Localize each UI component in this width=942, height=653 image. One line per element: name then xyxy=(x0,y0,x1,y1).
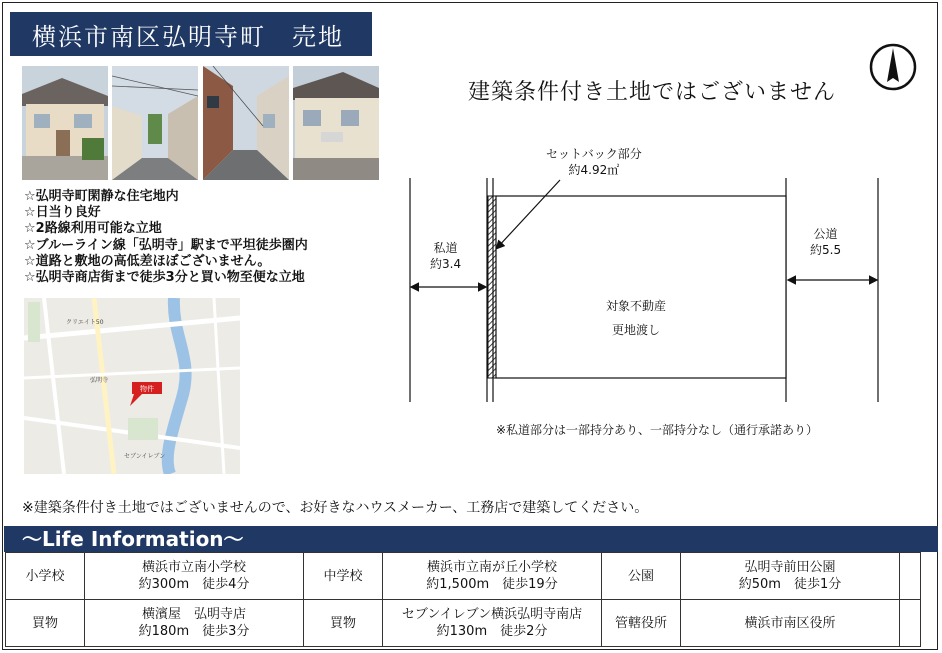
map-label: セブンイレブン xyxy=(124,453,166,460)
house-side-photo xyxy=(293,66,379,180)
category-cell: 公園 xyxy=(602,553,681,600)
facility-cell: 横浜市南区役所 xyxy=(681,600,900,647)
spacer-cell xyxy=(900,600,921,647)
category-cell: 買物 xyxy=(304,600,383,647)
street-photo xyxy=(112,66,198,180)
life-info-table xyxy=(5,552,921,647)
facility-cell: 横浜市立南小学校 約300m 徒歩4分 xyxy=(85,553,304,600)
feature-item: ☆ブルーライン線「弘明寺」駅まで平坦徒歩圏内 xyxy=(24,237,308,253)
map-label: クリエイト50 xyxy=(66,319,104,326)
feature-item: ☆日当り良好 xyxy=(24,205,101,221)
north-arrow-icon xyxy=(868,42,918,92)
feature-item: ☆弘明寺町閑静な住宅地内 xyxy=(24,189,179,204)
life-info-title: 〜Life Information〜 xyxy=(4,526,938,552)
facility-cell: 横濱屋 弘明寺店 約180m 徒歩3分 xyxy=(85,600,304,647)
category-cell: 小学校 xyxy=(6,553,85,600)
table-row xyxy=(6,600,921,647)
page-title: 横浜市南区弘明寺町 売地 xyxy=(10,12,372,56)
facility-cell: セブンイレブン横浜弘明寺南店 約130m 徒歩2分 xyxy=(383,600,602,647)
table-row xyxy=(6,553,921,600)
feature-item: ☆弘明寺商店街まで徒歩3分と買い物至便な立地 xyxy=(24,270,305,286)
category-cell: 管轄役所 xyxy=(602,600,681,647)
facility-cell: 弘明寺前田公園 約50m 徒歩1分 xyxy=(681,553,900,600)
category-cell: 買物 xyxy=(6,600,85,647)
spacer-cell xyxy=(900,553,921,600)
location-map xyxy=(24,298,240,474)
property-label: 対象不動産 更地渡し xyxy=(606,299,667,337)
headline: 建築条件付き土地ではございません xyxy=(468,80,837,105)
private-road-label: 私道 約3.4 xyxy=(430,241,462,271)
feature-list xyxy=(24,189,308,286)
public-road-label: 公道 約5.5 xyxy=(810,227,842,257)
facility-cell: 横浜市立南が丘小学校 約1,500m 徒歩19分 xyxy=(383,553,602,600)
property-lot xyxy=(496,196,786,378)
private-road-note: ※私道部分は一部持分あり、一部持分なし（通行承諾あり） xyxy=(496,423,819,437)
alley-photo xyxy=(203,66,289,180)
house-front-photo xyxy=(22,66,108,180)
feature-item: ☆2路線利用可能な立地 xyxy=(24,221,162,237)
feature-item: ☆道路と敷地の高低差ほぼございません。 xyxy=(24,253,271,269)
construction-note: ※建築条件付き土地ではございませんので、お好きなハウスメーカー、工務店で建築してください。 xyxy=(22,500,649,516)
setback-area xyxy=(488,196,496,378)
site-plan xyxy=(400,130,900,450)
category-cell: 中学校 xyxy=(304,553,383,600)
map-label: 弘明寺 xyxy=(90,377,109,384)
property-marker-label: 物件 xyxy=(140,385,154,393)
setback-label: セットバック部分 約4.92㎡ xyxy=(546,147,642,177)
